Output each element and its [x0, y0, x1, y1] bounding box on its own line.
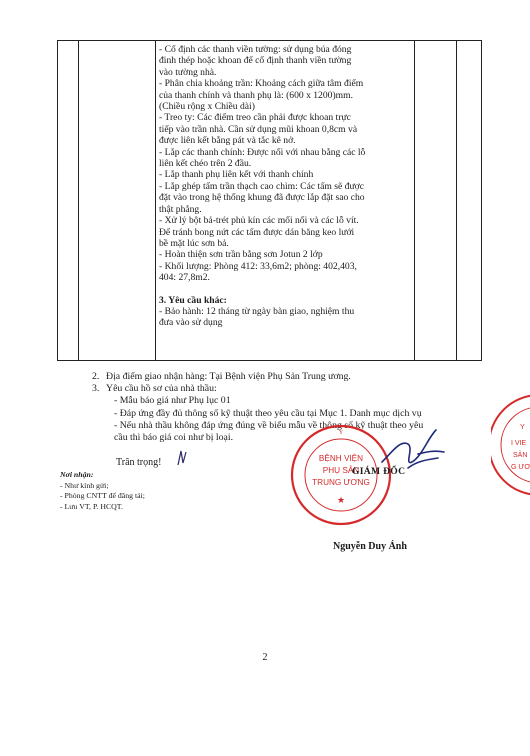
stamp-line-2: PHỤ SẢN — [322, 466, 360, 475]
spec-line: - Lắp ghép tấm trần thạch cao chìm: Các tấm sẽ được — [159, 180, 365, 192]
director-title: GIÁM ĐỐC — [352, 466, 406, 477]
item-3-sub-line: cầu thì báo giá coi như bị loại. — [114, 432, 234, 444]
recipient-line: - Lưu VT, P. HCQT. — [60, 501, 123, 511]
side-stamp-line-4: G ƯƠ — [511, 464, 530, 471]
requirements-lines — [159, 306, 413, 329]
item-3-sub-line: - Đáp ứng đầy đủ thông số kỹ thuật theo yêu cầu tại Mục 1. Danh mục dịch vụ — [114, 407, 422, 419]
requirements-line: đưa vào sử dụng — [159, 317, 223, 329]
item-3-text: Yêu cầu hồ sơ của nhà thầu: — [106, 383, 217, 395]
spec-line: Để tránh bong nứt các tấm được dán băng keo lưới — [159, 226, 355, 238]
spec-line: thật phẳng. — [159, 203, 202, 215]
spec-line: bề mặt lúc sơn bả. — [159, 237, 229, 249]
side-stamp-line-3: SẢN — [513, 452, 528, 459]
recipients-block — [60, 470, 145, 512]
spec-line: tiếp vào trần nhà. Cần sử dụng mũi khoan 0,8cm và — [159, 123, 358, 135]
item-2-text: Địa điểm giao nhận hàng: Tại Bệnh viện Phụ Sản Trung ương. — [106, 371, 351, 382]
table-column-divider — [456, 41, 457, 360]
requirements-heading: 3. Yêu cầu khác: — [159, 294, 227, 306]
recipient-line: - Như kính gửi; — [60, 480, 109, 490]
spec-line: - Hoàn thiện sơn trần bằng sơn Jotun 2 lớp — [159, 249, 323, 261]
spec-line: - Lắp thanh phụ liên kết với thanh chính — [159, 169, 314, 181]
item-2-number: 2. — [92, 371, 100, 382]
stamp-line-1: BỆNH VIỆN — [318, 454, 364, 463]
spec-line: vào tường nhà. — [159, 66, 217, 78]
page-number: 2 — [262, 652, 268, 663]
spec-lines — [159, 44, 413, 284]
initial-scribble — [175, 449, 189, 467]
side-stamp-line-1: Y — [520, 424, 525, 431]
item-3-sub-line: - Mẫu báo giá như Phụ lục 01 — [114, 395, 231, 407]
spec-table — [57, 40, 482, 361]
signer-name: Nguyễn Duy Ánh — [333, 541, 407, 552]
spec-line: (Chiều rộng x Chiều dài) — [159, 101, 255, 113]
item-2 — [92, 371, 482, 383]
spec-line: đinh thép hoặc khoan để cố định thanh viền tường — [159, 55, 352, 67]
stamp-y-mark: Y — [338, 430, 344, 436]
spec-line: - Phân chia khoảng trần: Khoảng cách giữa tâm điểm — [159, 78, 364, 90]
item-3-number: 3. — [92, 383, 100, 395]
item-3-sub-line: - Nếu nhà thầu không đáp ứng đúng về biểu mẫu về thông số kỹ thuật theo yêu — [114, 419, 424, 431]
spec-line: - Treo ty: Các điểm treo cần phải được khoan trực — [159, 112, 351, 124]
spec-line: 404: 27,8m2. — [159, 272, 210, 284]
spec-line: - Xử lý bột bả-trét phủ kín các mối nối và các lỗ vít. — [159, 215, 359, 227]
table-column-divider — [155, 41, 156, 360]
item-3 — [92, 383, 482, 395]
recipients-label: Nơi nhận: — [60, 470, 94, 479]
spec-line: của thanh chính và thanh phụ là: (600 x 1200)mm. — [159, 89, 353, 101]
spec-line: đặt vào trong hệ thống khung đã được lắp đặt sao cho — [159, 192, 365, 204]
side-stamp — [491, 389, 530, 501]
spec-line: - Khối lượng: Phòng 412: 33,6m2; phòng: 402,403, — [159, 260, 357, 272]
spec-description-cell — [159, 44, 413, 329]
closing-regards: Trân trọng! — [116, 457, 162, 468]
recipient-line: - Phòng CNTT để đăng tải; — [60, 491, 145, 500]
spec-line: liên kết chéo trên 2 đầu. — [159, 158, 252, 170]
stamp-line-3: TRUNG ƯƠNG — [312, 478, 370, 487]
side-stamp-line-2: I VIE — [511, 440, 527, 447]
table-column-divider — [78, 41, 79, 360]
table-column-divider — [414, 41, 415, 360]
requirements-line: - Bảo hành: 12 tháng từ ngày bàn giao, nghiệm thu — [159, 305, 355, 317]
spec-line: - Lắp các thanh chính: Được nối với nhau bằng các lỗ — [159, 146, 366, 158]
stamp-star-icon: ★ — [336, 495, 346, 505]
spec-line: được liên kết bằng pát và tắc kê nở. — [159, 135, 296, 147]
spec-line: - Cố định các thanh viền tường: sử dụng búa đóng — [159, 44, 352, 55]
